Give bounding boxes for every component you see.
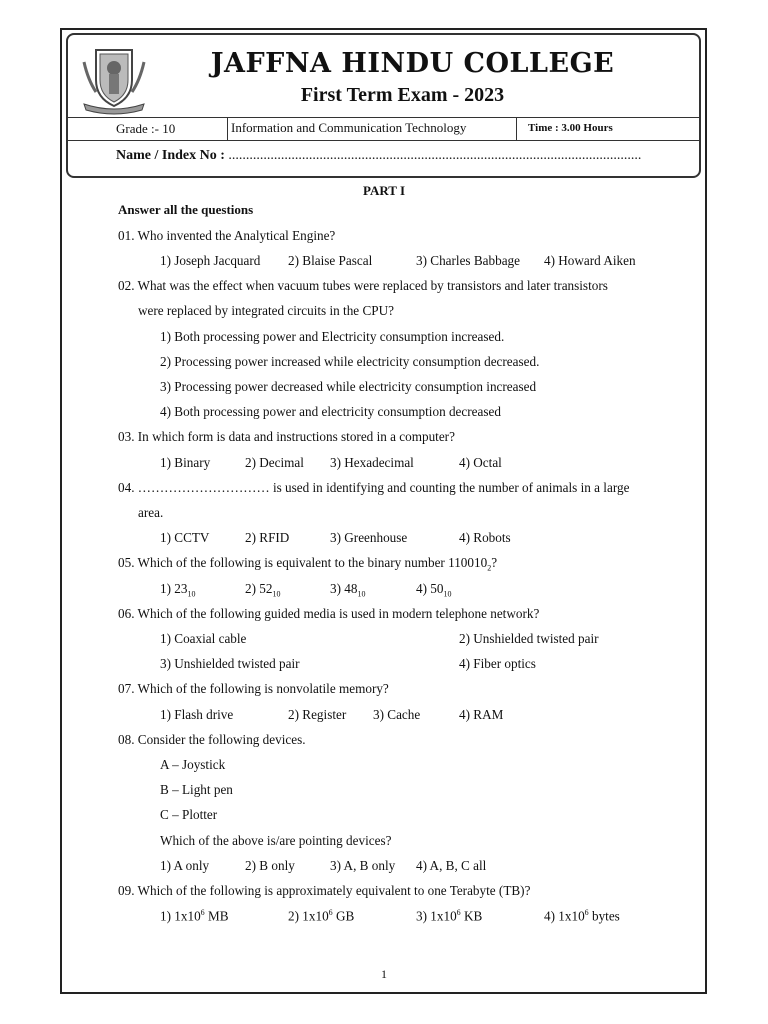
q2-option-1: 1) Both processing power and Electricity consumption increased. (160, 329, 505, 344)
q9-option-3-unit: KB (460, 908, 483, 924)
q1-option-2: 2) Blaise Pascal (288, 253, 373, 268)
q2-option-3: 3) Processing power decreased while electricity consumption increased (160, 379, 537, 394)
question-8: 08. Consider the following devices. (118, 732, 306, 747)
page-number: 1 (381, 967, 387, 981)
q5-option-2 (245, 581, 280, 599)
question-5-text: 05. Which of the following is equivalent to the binary number 110010 (118, 555, 488, 570)
exam-title: First Term Exam - 2023 (300, 84, 505, 106)
q5-option-2-base: 10 (272, 589, 281, 599)
q9-option-2 (288, 908, 354, 924)
q9-option-4-exp: 6 (584, 908, 589, 917)
grid-line-middle (66, 140, 701, 141)
q9-option-3 (416, 908, 482, 924)
instruction: Answer all the questions (118, 202, 254, 217)
question-5 (118, 555, 497, 573)
q8-option-1: 1) A only (160, 858, 210, 873)
q7-option-4: 4) RAM (459, 707, 504, 722)
q5-option-3 (330, 581, 365, 599)
q7-option-2: 2) Register (288, 707, 347, 722)
q8-item-b: B – Light pen (160, 782, 233, 797)
q6-option-2: 2) Unshielded twisted pair (459, 631, 599, 646)
q5-option-2-text: 2) 52 (245, 581, 273, 596)
q9-option-4-unit: bytes (588, 908, 620, 924)
q4-option-1: 1) CCTV (160, 530, 210, 545)
question-6: 06. Which of the following guided media is used in modern telephone network? (118, 606, 540, 621)
q8-option-4: 4) A, B, C all (416, 858, 487, 873)
grid-line-top (66, 117, 701, 118)
college-name: JAFFNA HINDU COLLEGE (210, 48, 615, 79)
time-label: Time : 3.00 Hours (528, 122, 613, 134)
question-7: 07. Which of the following is nonvolatile memory? (118, 681, 389, 696)
q9-option-3-text: 3) 1x10 (416, 908, 457, 924)
q9-option-1 (160, 908, 229, 924)
grid-divider-2 (516, 117, 517, 140)
grid-divider-1 (227, 117, 228, 140)
q3-option-3: 3) Hexadecimal (330, 455, 414, 470)
name-index-fill: ...................................................................................................................... (228, 148, 642, 163)
q8-option-2: 2) B only (245, 858, 295, 873)
question-3: 03. In which form is data and instructions stored in a computer? (118, 429, 455, 444)
q5-option-1 (160, 581, 195, 599)
name-index-line (116, 148, 641, 164)
grade-label: Grade :- 10 (116, 121, 176, 136)
q4-option-4: 4) Robots (459, 530, 511, 545)
q3-option-1: 1) Binary (160, 455, 211, 470)
q8-item-c: C – Plotter (160, 807, 218, 822)
q9-option-2-text: 2) 1x10 (288, 908, 329, 924)
question-9: 09. Which of the following is approximately equivalent to one Terabyte (TB)? (118, 883, 531, 898)
q5-option-3-text: 3) 48 (330, 581, 358, 596)
q9-option-1-unit: MB (204, 908, 229, 924)
q9-option-3-exp: 6 (456, 908, 461, 917)
q6-option-1: 1) Coaxial cable (160, 631, 247, 646)
q9-option-2-exp: 6 (328, 908, 333, 917)
q4-option-3: 3) Greenhouse (330, 530, 408, 545)
q3-option-4: 4) Octal (459, 455, 502, 470)
q4-option-2: 2) RFID (245, 530, 290, 545)
q1-option-1: 1) Joseph Jacquard (160, 253, 261, 268)
q8-prompt: Which of the above is/are pointing devices? (160, 833, 392, 848)
q5-option-4-text: 4) 50 (416, 581, 444, 596)
q3-option-2: 2) Decimal (245, 455, 304, 470)
q2-option-2: 2) Processing power increased while electricity consumption decreased. (160, 354, 540, 369)
q5-option-1-base: 10 (187, 589, 196, 599)
q7-option-1: 1) Flash drive (160, 707, 234, 722)
q6-option-4: 4) Fiber optics (459, 656, 536, 671)
q1-option-3: 3) Charles Babbage (416, 253, 520, 268)
q9-option-4-text: 4) 1x10 (544, 908, 585, 924)
question-4: 04. ………………………… is used in identifying and counting the number of animals in a large (118, 480, 630, 495)
q9-option-1-exp: 6 (200, 908, 205, 917)
question-2: 02. What was the effect when vacuum tubes were replaced by transistors and later transistors (118, 278, 608, 293)
question-5-end: ? (491, 555, 498, 570)
subject-label: Information and Communication Technology (231, 120, 467, 135)
q7-option-3: 3) Cache (373, 707, 421, 722)
q5-option-4-base: 10 (443, 589, 452, 599)
q5-option-3-base: 10 (357, 589, 366, 599)
q9-option-2-unit: GB (332, 908, 355, 924)
q5-option-1-text: 1) 23 (160, 581, 188, 596)
college-crest-logo (76, 40, 152, 116)
part-title: PART I (362, 183, 406, 198)
q9-option-4 (544, 908, 620, 924)
q6-option-3: 3) Unshielded twisted pair (160, 656, 300, 671)
q5-option-4 (416, 581, 451, 599)
q2-option-4: 4) Both processing power and electricity consumption decreased (160, 404, 501, 419)
name-index-label: Name / Index No : (116, 148, 225, 163)
question-1: 01. Who invented the Analytical Engine? (118, 228, 336, 243)
q8-option-3: 3) A, B only (330, 858, 396, 873)
q5-base-subscript: 2 (487, 563, 492, 573)
question-4-continued: area. (138, 505, 164, 520)
question-2-continued: were replaced by integrated circuits in the CPU? (138, 303, 394, 318)
q1-option-4: 4) Howard Aiken (544, 253, 636, 268)
q9-option-1-text: 1) 1x10 (160, 908, 201, 924)
q8-item-a: A – Joystick (160, 757, 226, 772)
